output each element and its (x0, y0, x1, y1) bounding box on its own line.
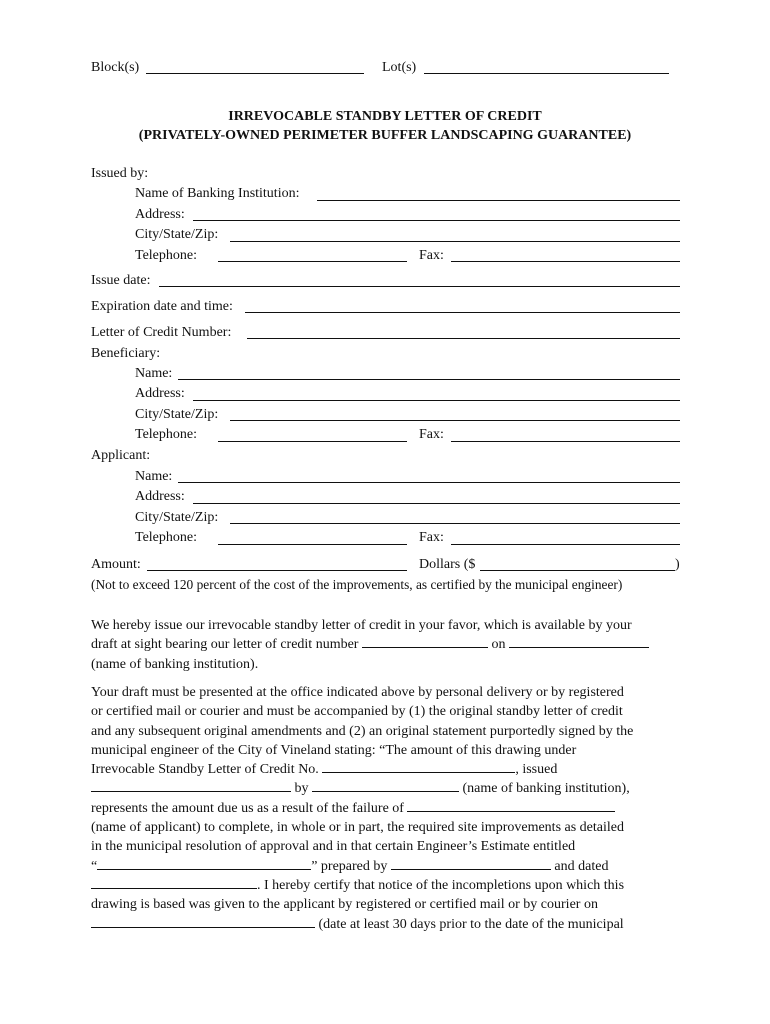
loc-no-blank[interactable] (322, 760, 515, 773)
beneficiary-telephone-label: Telephone: (135, 427, 197, 442)
paragraph2-line12: drawing is based was given to the applicant by registered or certified mail or by courier on (91, 897, 598, 913)
blocks-label: Block(s) (91, 60, 140, 75)
amount-note: (Not to exceed 120 percent of the cost of the improvements, as certified by the municipal engineer) (91, 577, 623, 592)
expiration-field[interactable] (245, 312, 680, 313)
paragraph2-line4: municipal engineer of the City of Vineland stating: “The amount of this drawing under (91, 742, 577, 758)
beneficiary-fax-label: Fax: (419, 427, 444, 442)
paragraph1-line2-text: draft at sight bearing our letter of credit number (91, 637, 359, 653)
beneficiary-address-label: Address: (135, 386, 185, 401)
paragraph1-on-text: on (491, 637, 506, 653)
paragraph2-line11 (91, 876, 691, 895)
applicant-address-field[interactable] (193, 503, 680, 504)
bank-name-blank[interactable] (509, 635, 649, 648)
issuer-fax-label: Fax: (419, 248, 444, 263)
beneficiary-name-field[interactable] (178, 379, 680, 380)
issuing-bank-blank[interactable] (312, 779, 459, 792)
paragraph2-by-text: by (294, 781, 309, 797)
applicant-city-field[interactable] (230, 523, 680, 524)
notice-date-blank[interactable] (91, 915, 315, 928)
beneficiary-fax-field[interactable] (451, 441, 680, 442)
issuer-address-label: Address: (135, 207, 185, 222)
paragraph2-line3: and any subsequent original amendments and (2) an original statement purportedly signed by the (91, 723, 634, 739)
prepared-by-blank[interactable] (391, 857, 551, 870)
paragraph2-and-dated-text: and dated (554, 858, 609, 874)
paragraph2-line11-text: . I hereby certify that notice of the incompletions upon which this (257, 877, 625, 893)
paragraph2-line6 (91, 779, 691, 798)
beneficiary-city-field[interactable] (230, 420, 680, 421)
amount-label: Amount: (91, 557, 141, 572)
dollars-label: Dollars ($ (419, 557, 476, 572)
beneficiary-address-field[interactable] (193, 400, 680, 401)
issuer-city-field[interactable] (230, 241, 680, 242)
form-title: IRREVOCABLE STANDBY LETTER OF CREDIT (228, 109, 542, 124)
lots-field[interactable] (424, 73, 669, 74)
form-subtitle: (PRIVATELY-OWNED PERIMETER BUFFER LANDSCAPING GUARANTEE) (138, 128, 632, 143)
expiration-label: Expiration date and time: (91, 299, 233, 314)
beneficiary-telephone-field[interactable] (218, 441, 407, 442)
applicant-heading: Applicant: (91, 448, 151, 463)
applicant-address-label: Address: (135, 489, 185, 504)
applicant-city-label: City/State/Zip: (135, 510, 219, 525)
issue-date-field[interactable] (159, 286, 680, 287)
paragraph1-line2 (91, 635, 691, 654)
issued-by-heading: Issued by: (91, 166, 149, 181)
paragraph2-line7 (91, 799, 691, 818)
dollars-field[interactable] (480, 570, 675, 571)
blocks-field[interactable] (146, 73, 364, 74)
paragraph2-open-quote: “ (91, 858, 98, 874)
paragraph2-line5-text: Irrevocable Standby Letter of Credit No. (91, 762, 319, 778)
beneficiary-heading: Beneficiary: (91, 346, 161, 361)
paragraph2-line13-text: (date at least 30 days prior to the date of the municipal (318, 916, 624, 932)
issue-date-label: Issue date: (91, 273, 151, 288)
paragraph-draft-requirements (91, 683, 691, 934)
paragraph-issuance (91, 616, 691, 674)
paragraph2-issued-text: , issued (515, 762, 558, 778)
applicant-telephone-field[interactable] (218, 544, 407, 545)
credit-number-blank[interactable] (362, 635, 488, 648)
issuer-telephone-label: Telephone: (135, 248, 197, 263)
paragraph2-line5 (91, 760, 691, 779)
lots-label: Lot(s) (382, 60, 417, 75)
estimate-date-blank[interactable] (91, 876, 257, 889)
dollars-close-paren: ) (675, 557, 680, 572)
paragraph2-line9: in the municipal resolution of approval and in that certain Engineer’s Estimate entitled (91, 839, 576, 855)
issuer-telephone-field[interactable] (218, 261, 407, 262)
paragraph1-line3: (name of banking institution). (91, 656, 259, 672)
bank-name-label: Name of Banking Institution: (135, 186, 300, 201)
applicant-name-label: Name: (135, 469, 173, 484)
paragraph2-line1: Your draft must be presented at the office indicated above by personal delivery or by registered (91, 685, 624, 700)
bank-name-field[interactable] (317, 200, 680, 201)
applicant-name-field[interactable] (178, 482, 680, 483)
issuer-city-label: City/State/Zip: (135, 227, 219, 242)
estimate-title-blank[interactable] (97, 857, 311, 870)
paragraph2-bank-name-text: (name of banking institution), (462, 781, 630, 797)
paragraph2-line10 (91, 857, 691, 876)
paragraph2-line2: or certified mail or courier and must be accompanied by (1) the original standby letter of credit (91, 704, 623, 720)
beneficiary-name-label: Name: (135, 366, 173, 381)
paragraph2-prepared-by-text: ” prepared by (311, 858, 388, 874)
paragraph2-line8: (name of applicant) to complete, in whole or in part, the required site improvements as detailed (91, 820, 624, 836)
issuer-address-field[interactable] (193, 220, 680, 221)
loc-number-label: Letter of Credit Number: (91, 325, 232, 340)
issued-date-blank[interactable] (91, 779, 291, 792)
beneficiary-city-label: City/State/Zip: (135, 407, 219, 422)
issuer-fax-field[interactable] (451, 261, 680, 262)
paragraph2-line7-text: represents the amount due us as a result of the failure of (91, 800, 404, 816)
applicant-telephone-label: Telephone: (135, 530, 197, 545)
paragraph1-line1: We hereby issue our irrevocable standby letter of credit in your favor, which is available by your (91, 618, 632, 633)
applicant-name-blank[interactable] (407, 799, 615, 812)
applicant-fax-field[interactable] (451, 544, 680, 545)
paragraph2-line13 (91, 915, 691, 934)
amount-field[interactable] (147, 570, 407, 571)
applicant-fax-label: Fax: (419, 530, 444, 545)
loc-number-field[interactable] (247, 338, 680, 339)
